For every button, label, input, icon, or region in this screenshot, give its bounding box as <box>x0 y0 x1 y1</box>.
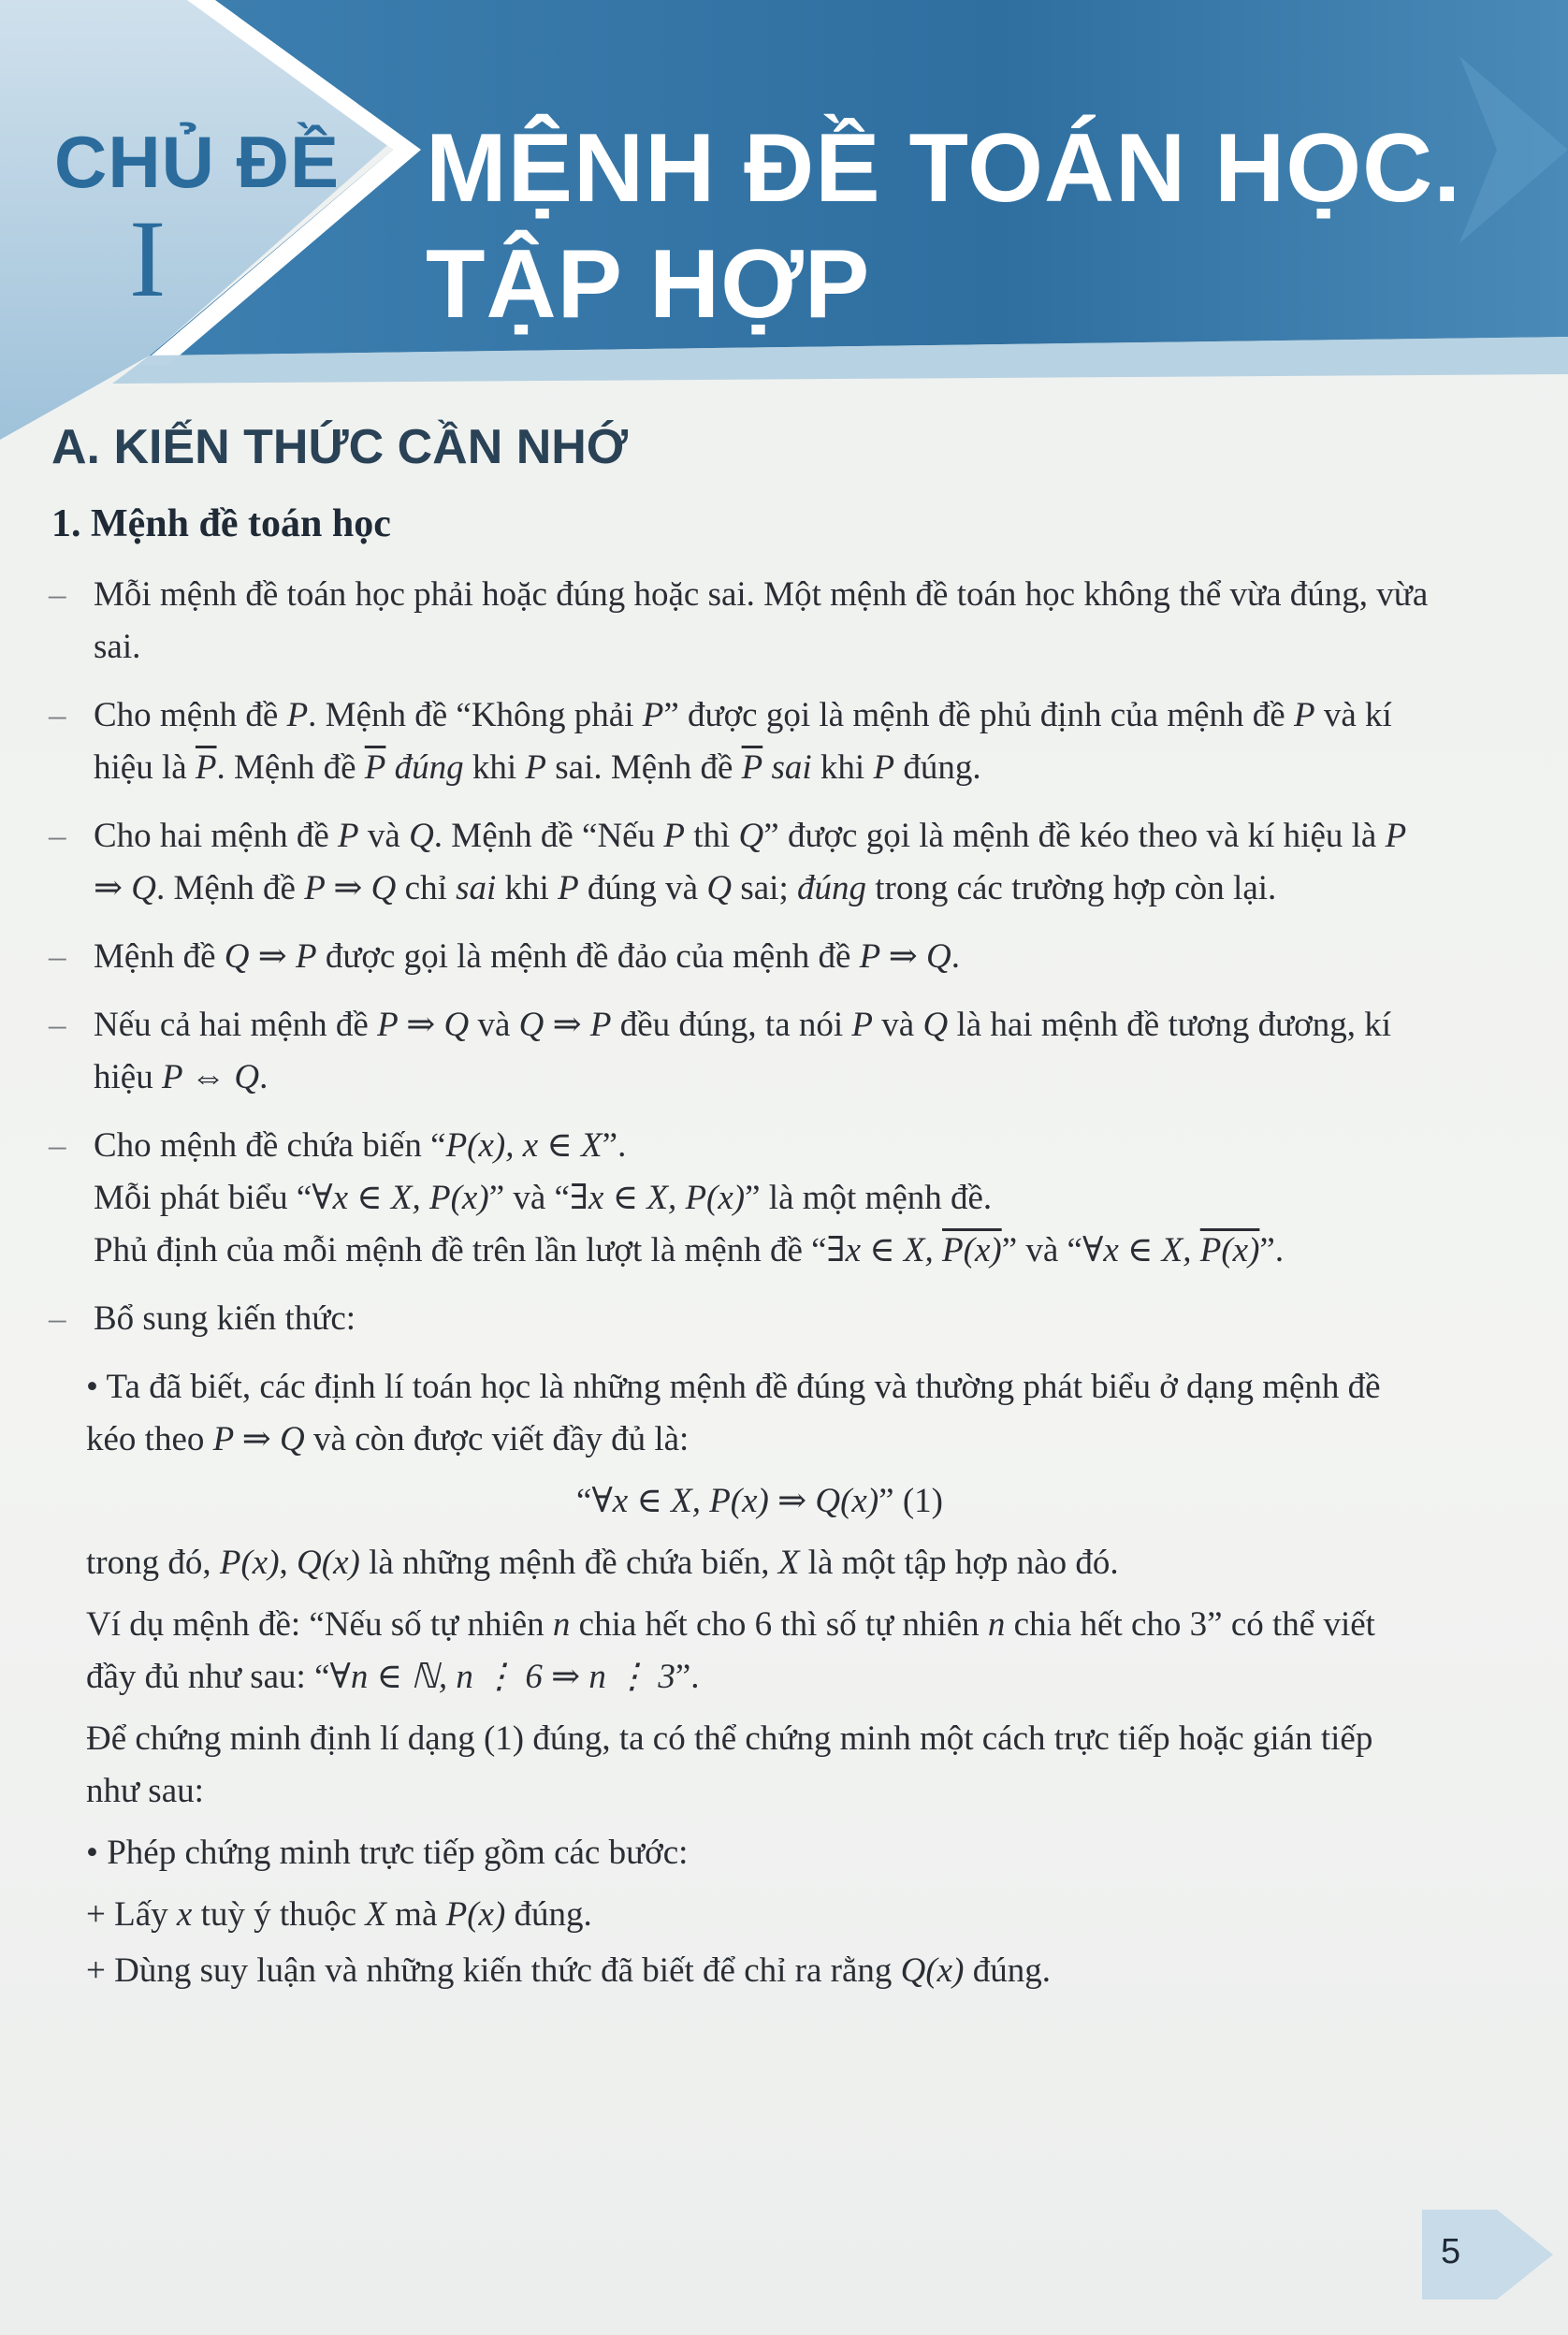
dash-marker: – <box>49 817 66 855</box>
item-text: Nếu cả hai mệnh đề P ⇒ Q và Q ⇒ P đều đúng, ta nói P và Q là hai mệnh đề tương đương, kí hiệu P ⇔ Q. <box>94 1006 1392 1096</box>
dash-marker: – <box>49 575 66 614</box>
bullet-text: • Phép chứng minh trực tiếp gồm các bước: <box>86 1834 689 1872</box>
content-body <box>49 569 1433 2010</box>
chapter-title-line-1: MỆNH ĐỀ TOÁN HỌC. <box>426 114 1462 223</box>
dash-marker: – <box>49 696 66 734</box>
list-item <box>49 810 1433 915</box>
page-number: 5 <box>1441 2232 1461 2271</box>
chapter-title <box>426 110 1461 342</box>
section-heading: A. KIẾN THỨC CẦN NHỚ <box>51 420 629 474</box>
item-text: Mỗi mệnh đề toán học phải hoặc đúng hoặc sai. Một mệnh đề toán học không thể vừa đúng, vừa sai. <box>94 575 1429 666</box>
item-text: Cho hai mệnh đề P và Q. Mệnh đề “Nếu P thì Q” được gọi là mệnh đề kéo theo và kí hiệu là P ⇒ Q. Mệnh đề P ⇒ Q chỉ sai khi P đúng và Q sai; đúng trong các trường hợp còn lại. <box>94 817 1406 907</box>
item-text: Bổ sung kiến thức: <box>94 1299 356 1338</box>
item-text: Cho mệnh đề P. Mệnh đề “Không phải P” được gọi là mệnh đề phủ định của mệnh đề P và kí hiệu là $\overline{P}$. Mệnh đề $\overline{P}$ đúng khi P sai. Mệnh đề $\overline{P}$ sai khi P đúng. <box>94 696 1392 787</box>
subsection-heading: 1. Mệnh đề toán học <box>51 502 391 545</box>
list-item <box>49 931 1433 983</box>
list-item <box>49 999 1433 1104</box>
list-item <box>49 1293 1433 1345</box>
dash-marker: – <box>49 1126 66 1165</box>
chapter-label: CHỦ ĐỀ <box>54 121 341 203</box>
bullet-text: • Ta đã biết, các định lí toán học là những mệnh đề đúng và thường phát biểu ở dạng mệnh đề kéo theo P ⇒ Q và còn được viết đầy đủ là: <box>86 1368 1381 1458</box>
chapter-number: I <box>129 197 167 320</box>
proof-intro-text: Để chứng minh định lí dạng (1) đúng, ta có thể chứng minh một cách trực tiếp hoặc gián tiếp như sau: <box>86 1719 1373 1810</box>
list-item <box>49 689 1433 794</box>
dash-marker: – <box>49 937 66 976</box>
item-text: Phủ định của mỗi mệnh đề trên lần lượt là mệnh đề “∃x ∈ X, P(x)” và “∀x ∈ X, P(x)”. <box>94 1231 1285 1269</box>
formula-1: “∀x ∈ X, P(x) ⇒ Q(x)” (1) <box>576 1482 943 1520</box>
bullet-text: trong đó, P(x), Q(x) là những mệnh đề chứa biến, X là một tập hợp nào đó. <box>86 1544 1119 1582</box>
step-text: + Lấy x tuỳ ý thuộc X mà P(x) đúng. <box>86 1895 592 1934</box>
list-item <box>49 569 1433 674</box>
step-text: + Dùng suy luận và những kiến thức đã biết để chỉ ra rằng Q(x) đúng. <box>86 1951 1051 1990</box>
chapter-title-line-2: TẬP HỢP <box>426 230 871 339</box>
bullet-block <box>49 1361 1433 1997</box>
dash-marker: – <box>49 1006 66 1044</box>
list-item <box>49 1120 1433 1277</box>
item-text: Cho mệnh đề chứa biến “P(x), x ∈ X”. <box>94 1126 627 1165</box>
item-text: Mỗi phát biểu “∀x ∈ X, P(x)” và “∃x ∈ X, P(x)” là một mệnh đề. <box>94 1179 993 1217</box>
example-text: Ví dụ mệnh đề: “Nếu số tự nhiên n chia hết cho 6 thì số tự nhiên n chia hết cho 3” có thể viết đầy đủ như sau: “∀n ∈ ℕ, n ⋮ 6 ⇒ n ⋮ 3”. <box>86 1605 1375 1696</box>
dash-marker: – <box>49 1299 66 1338</box>
item-text: Mệnh đề Q ⇒ P được gọi là mệnh đề đảo của mệnh đề P ⇒ Q. <box>94 937 961 976</box>
